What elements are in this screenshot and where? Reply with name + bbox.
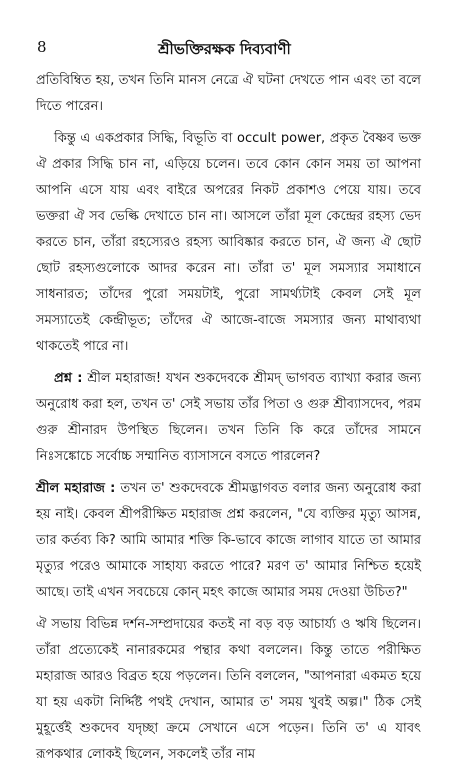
running-title: শ্রীভক্তিরক্ষক দিব্যবাণী: [158, 40, 291, 58]
page-number: 8: [37, 38, 47, 56]
speaker-label: শ্রীল মহারাজ :: [36, 481, 116, 496]
answer-paragraph: [36, 476, 421, 606]
paragraph-text: শ্রীল মহারাজ! যখন শুকদেবকে শ্রীমদ্ ভাগবত ব্যাখ্যা করার জন্য অনুরোধ করা হল, তখন ত' সেই সভায় তাঁর পিতা ও গুরু শ্রীব্যাসদেব, পরম গুরু শ্রীনারদ উপস্থিত ছিলেন। তখন তিনি কি করে তাঁদের সামনে নিঃসঙ্কোচে সর্বোচ্চ সম্মানিত ব্যাসাসনে বসতে পারলেন?: [36, 371, 421, 464]
paragraph: [36, 612, 421, 768]
paragraph-text: তখন ত' শুকদেবকে শ্রীমদ্ভাগবত বলার জন্য অনুরোধ করা হয় নাই। কেবল শ্রীপরীক্ষিত মহারাজ প্রশ্ন করলেন, "যে ব্যক্তির মৃত্যু আসন্ন, তার কর্তব্য কি? আমি আমার শক্তি কি-ভাবে কাজে লাগাব যাতে তা আমার মৃত্যুর পরেও আমাকে সাহায্য করতে পারে? মরণ ত' আমার নিশ্চিত হয়েই আছে। তাই এখন সবচেয়ে কোন্ মহৎ কাজে আমার সময় দেওয়া উচিত?": [36, 481, 421, 600]
paragraph: [36, 68, 421, 120]
question-paragraph: [36, 366, 421, 470]
paragraph-text: প্রতিবিম্বিত হয়, তখন তিনি মানস নেত্রে ঐ ঘটনা দেখতে পান এবং তা বলে দিতে পারেন।: [36, 73, 421, 114]
paragraph: [36, 126, 421, 360]
speaker-label: প্রশ্ন :: [54, 371, 83, 386]
paragraph-text: কিন্তু এ একপ্রকার সিদ্ধি, বিভূতি বা occult power, প্রকৃত বৈষ্ণব ভক্ত ঐ প্রকার সিদ্ধি চান না, এড়িয়ে চলেন। তবে কোন কোন সময় তা আপনা আপনি এসে যায় এবং বাইরে অপরের নিকট প্রকাশও পেয়ে যায়। তবে ভক্তরা ঐ সব ভেল্কি দেখাতে চান না। আসলে তাঁরা মূল কেন্দ্রের রহস্য ভেদ করতে চান, তাঁরা রহস্যেরও রহস্য আবিষ্কার করতে চান, ঐ জন্য ঐ ছোট ছোট রহস্যগুলোকে আদর করেন না। তাঁরা ত' মূল সমস্যার সমাধানে সাধনারত; তাঁদের পুরো সময়টাই, পুরো সামর্থ্যটাই কেবল সেই মূল সমস্যাতেই কেন্দ্রীভূত; তাঁদের ঐ আজে-বাজে সমস্যার জন্য মাথাব্যথা থাকতেই পারে না।: [36, 131, 421, 354]
paragraph-text: ঐ সভায় বিভিন্ন দর্শন-সম্প্রদায়ের কতই না বড় বড় আচার্য্য ও ঋষি ছিলেন। তাঁরা প্রত্যেকেই নানারকমের পন্থার কথা বললেন। কিন্তু তাতে পরীক্ষিত মহারাজ আরও বিব্রত হয়ে পড়লেন। তিনি বললেন, "আপনারা একমত হয়ে যা হয় একটা নির্দ্দিষ্ট পথই দেখান, আমার ত' সময় খুবই অল্প।" ঠিক সেই মুহূর্ত্তেই শুকদেব যদৃচ্ছা ক্রমে সেখানে এসে পড়েন। তিনি ত' এ যাবৎ রূপকথার লোকই ছিলেন, সকলেই তাঁর নাম: [36, 617, 421, 762]
page-header: [0, 38, 449, 60]
page-body: [36, 68, 421, 768]
